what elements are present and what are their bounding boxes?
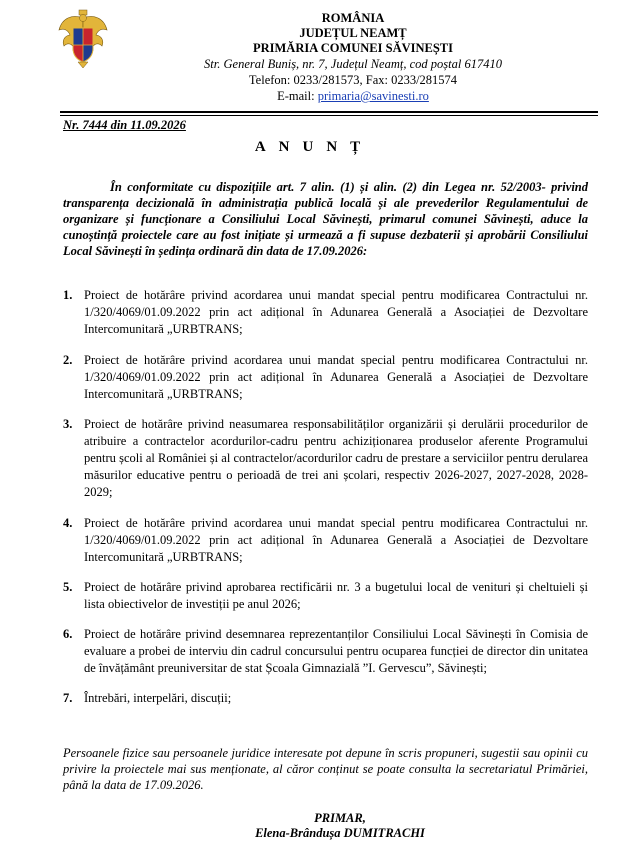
agenda-item-text: Proiect de hotărâre privind neasumarea responsabilităților organizării și derulării procedurilor de atribuire a contractelor acordurilor-cadru pentru achiziționarea produselor aferente Programului pentru școli al României și al contractelor/acordurilor cadru de prestare a serviciilor pentru derularea măsurilor educative pentru o perioadă de trei ani școlari, respectiv 2026-2027, 2027-2028, 2028-2029; [84, 417, 588, 499]
agenda-item [63, 287, 588, 338]
agenda-item-text: Întrebări, interpelări, discuții; [84, 691, 232, 705]
agenda-item-text: Proiect de hotărâre privind acordarea unui mandat special pentru modificarea Contractului nr. 1/320/4069/01.09.2022 prin act adițional în Adunarea Generală a Asociației de Dezvoltare Intercomunitară „URBTRANS; [84, 516, 588, 564]
registration-number: Nr. 7444 din 11.09.2026 [63, 118, 186, 132]
agenda-item-text: Proiect de hotărâre privind acordarea unui mandat special pentru modificarea Contractului nr. 1/320/4069/01.09.2022 prin act adițional în Adunarea Generală a Asociației de Dezvoltare Intercomunitară „URBTRANS; [84, 288, 588, 336]
agenda-item-number: 3. [63, 417, 73, 431]
agenda-list [63, 287, 588, 707]
intro-paragraph: În conformitate cu dispozițiile art. 7 alin. (1) și alin. (2) din Legea nr. 52/2003- privind transparența decizională în administrația publică locală și ale prevederilor Regulamentului de organizare și funcționare a Consiliului Local Săvinești, primarul comunei Săvinești, aduce la cunoștință proiectele care au fost inițiate și urmează a fi supuse dezbaterii și aprobării Consiliului Local Săvinești în ședința ordinară din data de 17.09.2026: [63, 180, 588, 258]
signature-title: PRIMAR, [314, 811, 366, 825]
header-institution: PRIMĂRIA COMUNEI SĂVINEȘTI [252, 41, 454, 55]
agenda-item [63, 416, 588, 501]
header-divider-thick [60, 111, 598, 113]
agenda-item-number: 4. [63, 516, 73, 530]
agenda-item [63, 579, 588, 613]
header-country: ROMÂNIA [321, 11, 385, 25]
email-label: E-mail: [277, 89, 318, 103]
document-title: ANUNȚ [254, 139, 374, 155]
agenda-item [63, 690, 588, 707]
header-county: JUDEȚUL NEAMȚ [299, 26, 407, 40]
agenda-item-number: 6. [63, 627, 73, 641]
agenda-item-text: Proiect de hotărâre privind desemnarea reprezentanților Consiliului Local Săvinești în Comisia de evaluare a probei de interviu din cadrul concursului pentru ocuparea funcției de director din unitatea de învățământ preuniversitar de stat Școala Gimnazială ”I. Gervescu”, Săvinești; [84, 627, 588, 675]
header-divider-thin [60, 115, 598, 116]
email-link[interactable]: primaria@savinesti.ro [317, 89, 429, 103]
closing-paragraph: Persoanele fizice sau persoanele juridice interesate pot depune în scris propuneri, sugestii sau opinii cu privire la proiectele mai sus menționate, al căror conținut se poate consulta la secretariatul Primăriei, până la data de 17.09.2026. [63, 746, 588, 792]
agenda-item-number: 2. [63, 353, 73, 367]
header-email-line [118, 89, 588, 104]
agenda-item [63, 626, 588, 677]
agenda-item-number: 5. [63, 580, 73, 594]
agenda-item-number: 1. [63, 288, 73, 302]
agenda-item [63, 515, 588, 566]
romania-coat-of-arms-icon [58, 8, 108, 70]
agenda-item [63, 352, 588, 403]
signature-name: Elena-Brândușa DUMITRACHI [255, 826, 425, 840]
agenda-item-number: 7. [63, 691, 73, 705]
header-phones: Telefon: 0233/281573, Fax: 0233/281574 [248, 73, 458, 87]
agenda-item-text: Proiect de hotărâre privind acordarea unui mandat special pentru modificarea Contractului nr. 1/320/4069/01.09.2022 prin act adițional în Adunarea Generală a Asociației de Dezvoltare Intercomunitară „URBTRANS; [84, 353, 588, 401]
header-address: Str. General Buniș, nr. 7, Județul Neamț, cod poștal 617410 [204, 57, 502, 71]
agenda-item-text: Proiect de hotărâre privind aprobarea rectificării nr. 3 a bugetului local de venituri și cheltuieli și lista obiectivelor de investiții pe anul 2026; [84, 580, 588, 611]
